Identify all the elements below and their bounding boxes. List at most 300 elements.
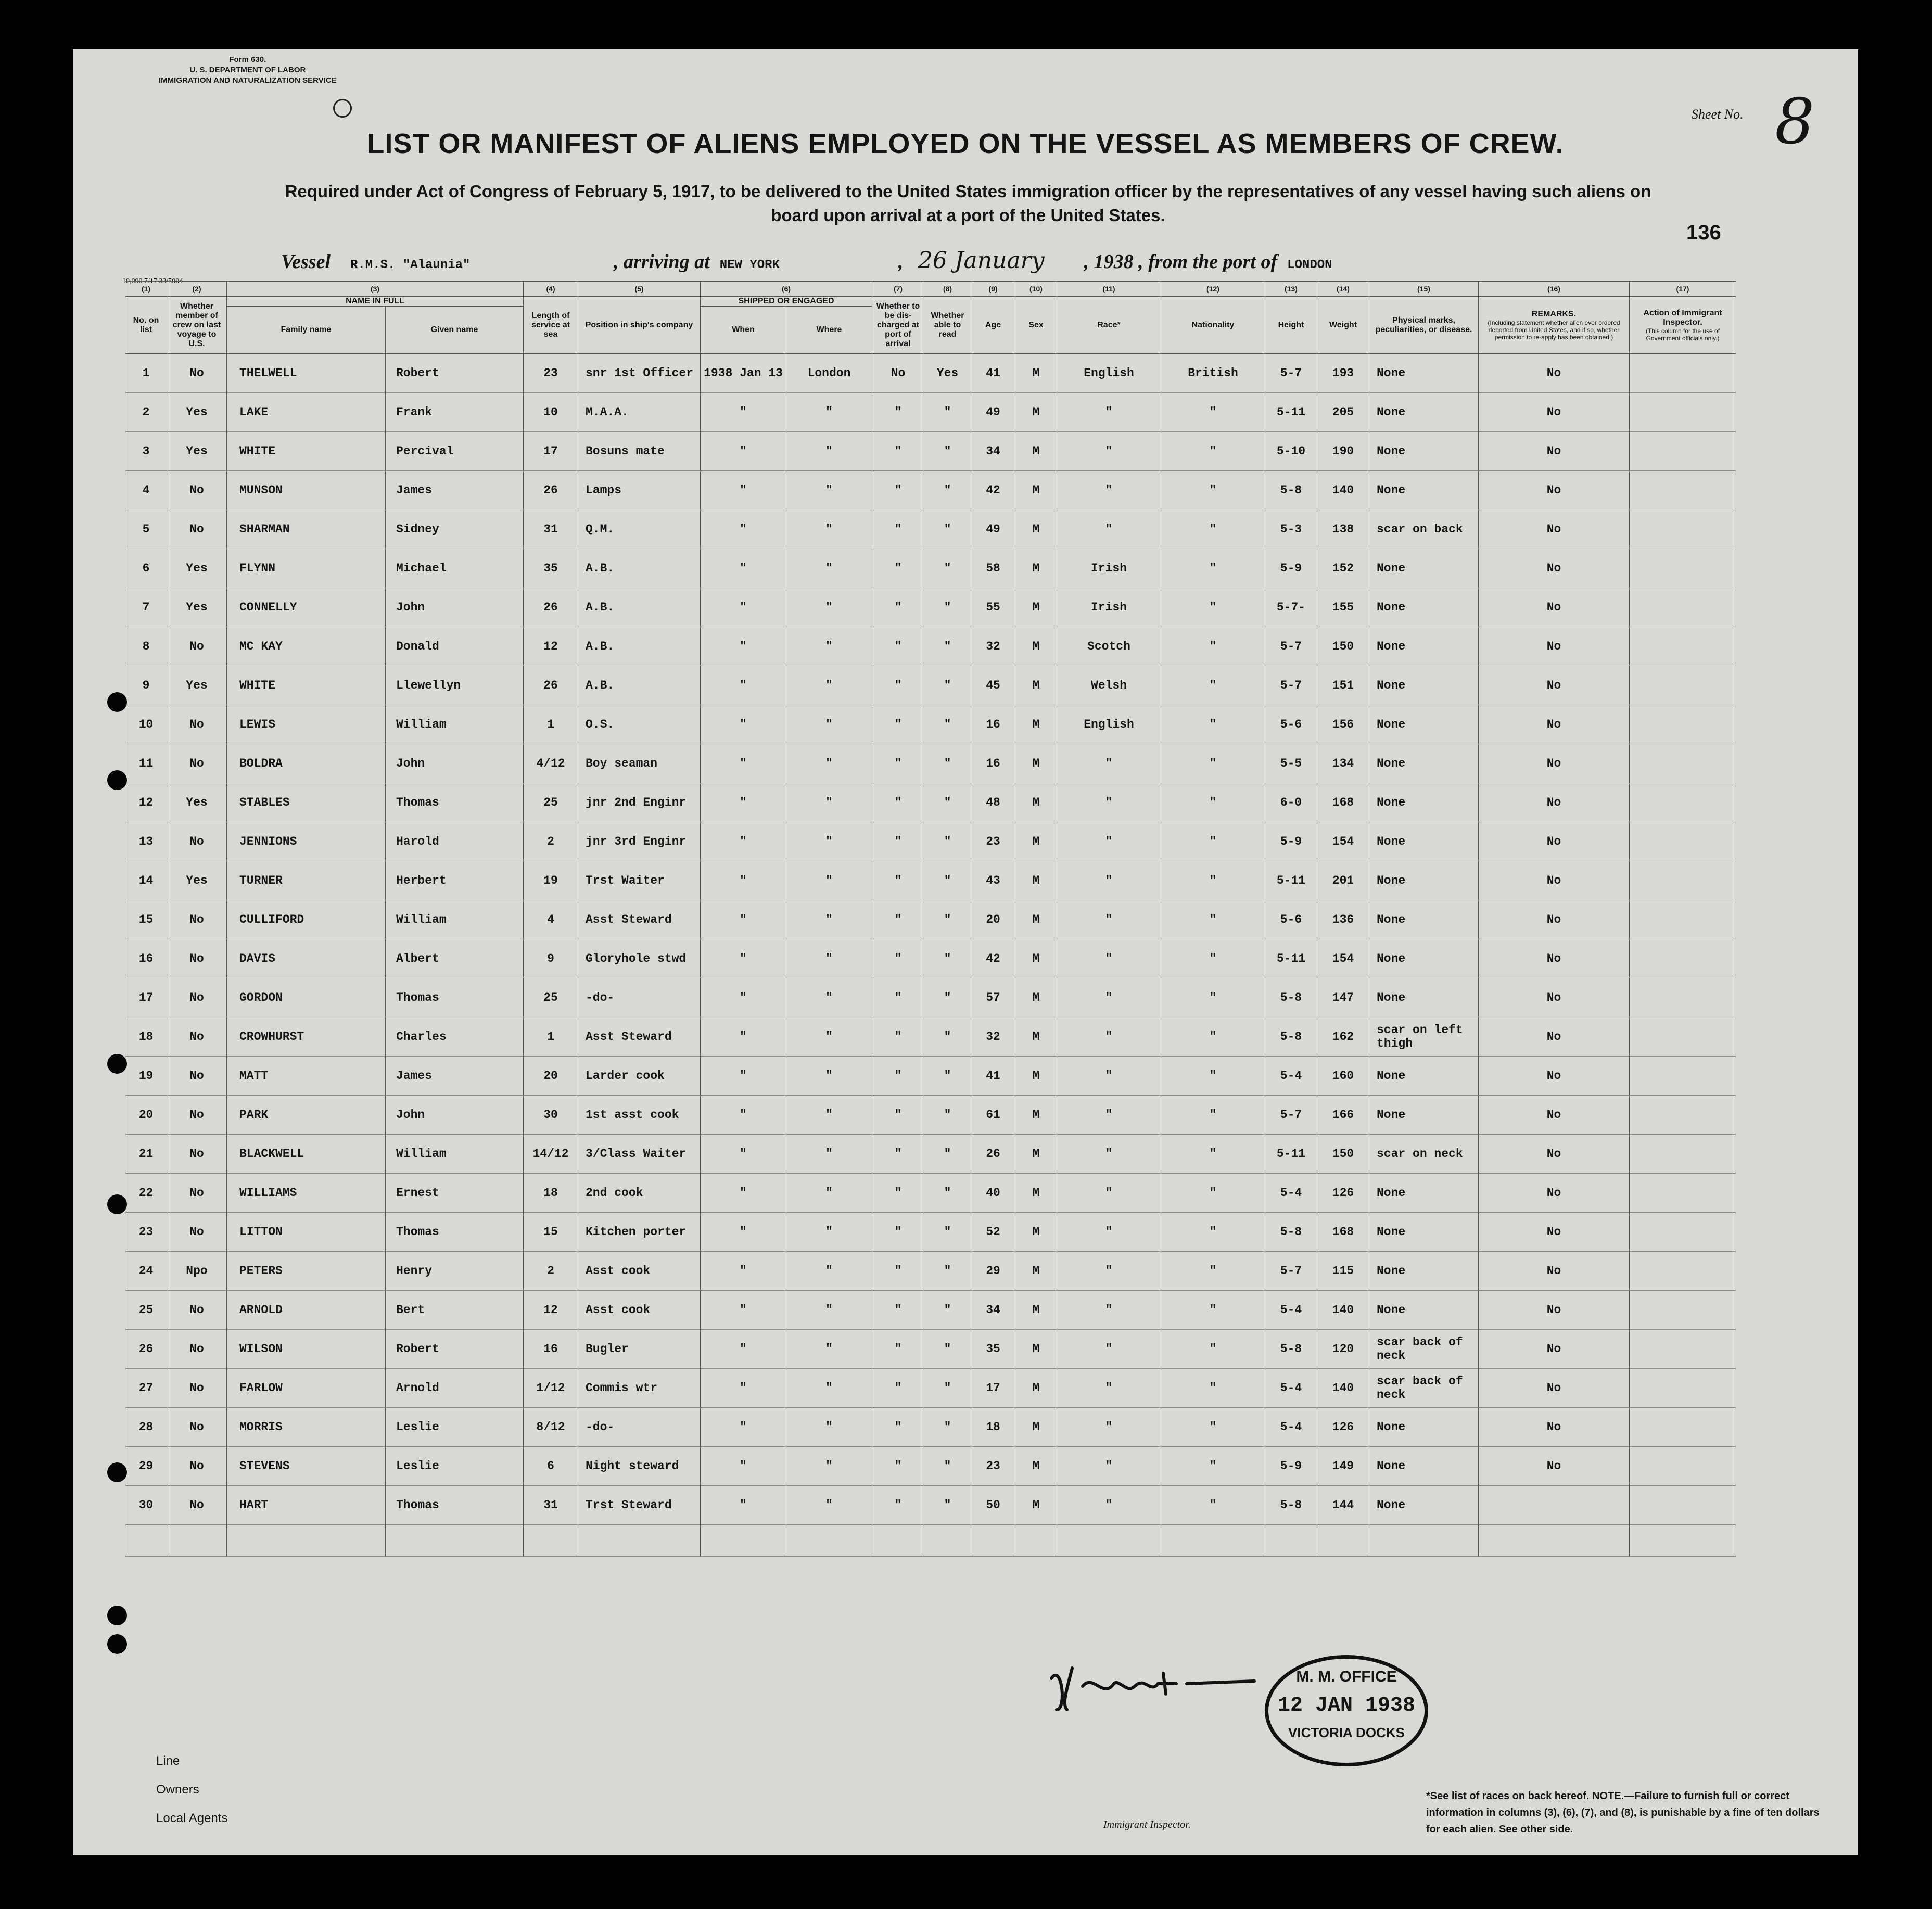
physical-marks-cell: None (1369, 588, 1479, 627)
height-cell: 5-7 (1265, 1096, 1317, 1135)
race-cell: Irish (1057, 588, 1161, 627)
sex-cell: M (1015, 471, 1057, 510)
race-cell: " (1057, 900, 1161, 939)
given-name-cell: Arnold (386, 1369, 524, 1408)
race-cell: " (1057, 1291, 1161, 1330)
physical-marks-cell: scar on neck (1369, 1135, 1479, 1174)
blank-cell (971, 1525, 1015, 1557)
able-to-read-cell: " (924, 1213, 971, 1252)
discharged-cell: " (872, 861, 924, 900)
height-cell: 5-8 (1265, 978, 1317, 1017)
from-label: , from the port of (1138, 251, 1278, 273)
row-number: 12 (125, 783, 167, 822)
inspector-action-cell (1630, 900, 1736, 939)
prior-member-cell: No (167, 1408, 227, 1447)
able-to-read-cell: " (924, 471, 971, 510)
race-cell: English (1057, 705, 1161, 744)
physical-marks-cell: None (1369, 432, 1479, 471)
length-service-cell: 19 (524, 861, 578, 900)
shipped-when-cell: " (701, 1213, 786, 1252)
height-cell: 5-9 (1265, 1447, 1317, 1486)
length-service-cell: 1 (524, 705, 578, 744)
given-name-cell: Charles (386, 1017, 524, 1057)
shipped-when-cell: " (701, 1057, 786, 1096)
binder-hole (107, 1606, 127, 1625)
arriving-port: NEW YORK (719, 258, 780, 272)
position-cell: Larder cook (578, 1057, 701, 1096)
prior-member-cell: Yes (167, 666, 227, 705)
shipped-where-cell: " (786, 432, 872, 471)
age-cell: 49 (971, 393, 1015, 432)
inspector-action-cell (1630, 978, 1736, 1017)
remarks-cell: No (1479, 1291, 1630, 1330)
position-cell: A.B. (578, 627, 701, 666)
shipped-where-cell: " (786, 1096, 872, 1135)
age-cell: 29 (971, 1252, 1015, 1291)
family-name-cell: FARLOW (227, 1369, 386, 1408)
shipped-when-cell: " (701, 1330, 786, 1369)
discharged-cell: " (872, 1486, 924, 1525)
arriving-label: , arriving at (613, 251, 710, 273)
race-cell: Welsh (1057, 666, 1161, 705)
age-cell: 23 (971, 1447, 1015, 1486)
manifest-sheet (73, 49, 1858, 1855)
shipped-when-cell: " (701, 939, 786, 978)
blank-cell (386, 1525, 524, 1557)
given-name-cell: Thomas (386, 1213, 524, 1252)
physical-marks-cell: None (1369, 900, 1479, 939)
shipped-where-cell: " (786, 1017, 872, 1057)
row-number: 22 (125, 1174, 167, 1213)
sex-cell: M (1015, 939, 1057, 978)
race-cell: " (1057, 1330, 1161, 1369)
sex-cell: M (1015, 783, 1057, 822)
form-identifier (159, 55, 337, 86)
position-cell: -do- (578, 1408, 701, 1447)
blank-cell (524, 1525, 578, 1557)
length-service-cell: 2 (524, 822, 578, 861)
family-name-cell: WHITE (227, 666, 386, 705)
position-cell: 2nd cook (578, 1174, 701, 1213)
height-cell: 5-7- (1265, 588, 1317, 627)
blank-cell (1015, 1525, 1057, 1557)
shipped-when-cell: " (701, 666, 786, 705)
row-number: 25 (125, 1291, 167, 1330)
column-number-row (125, 282, 1736, 297)
physical-marks-cell: None (1369, 978, 1479, 1017)
weight-cell: 205 (1317, 393, 1369, 432)
nationality-cell: " (1161, 1057, 1265, 1096)
race-cell: " (1057, 783, 1161, 822)
age-cell: 23 (971, 822, 1015, 861)
col-number: (12) (1161, 282, 1265, 297)
circle-mark-icon (333, 99, 352, 118)
weight-cell: 152 (1317, 549, 1369, 588)
discharged-cell: " (872, 1057, 924, 1096)
age-cell: 17 (971, 1369, 1015, 1408)
manifest-header (73, 49, 1858, 285)
binder-hole (107, 770, 127, 790)
stamp-office: M. M. OFFICE (1296, 1668, 1397, 1685)
position-cell: Bugler (578, 1330, 701, 1369)
race-cell: " (1057, 1135, 1161, 1174)
race-cell: " (1057, 1486, 1161, 1525)
remarks-cell: No (1479, 861, 1630, 900)
height-cell: 5-7 (1265, 666, 1317, 705)
length-service-cell: 25 (524, 783, 578, 822)
prior-member-cell: No (167, 471, 227, 510)
race-cell: " (1057, 939, 1161, 978)
able-to-read-cell: " (924, 861, 971, 900)
prior-member-cell: No (167, 822, 227, 861)
length-service-cell: 8/12 (524, 1408, 578, 1447)
header-no-on-list: No. on list (125, 297, 167, 354)
family-name-cell: TURNER (227, 861, 386, 900)
given-name-cell: Frank (386, 393, 524, 432)
inspector-action-cell (1630, 627, 1736, 666)
shipped-when-cell: " (701, 744, 786, 783)
given-name-cell: Thomas (386, 783, 524, 822)
prior-member-cell: No (167, 978, 227, 1017)
discharged-cell: " (872, 900, 924, 939)
weight-cell: 149 (1317, 1447, 1369, 1486)
row-number: 10 (125, 705, 167, 744)
weight-cell: 162 (1317, 1017, 1369, 1057)
table-row (125, 1330, 1736, 1369)
departure-port: LONDON (1287, 258, 1332, 272)
inspector-label: Immigrant Inspector. (1103, 1819, 1191, 1830)
given-name-cell: James (386, 1057, 524, 1096)
col-number: (7) (872, 282, 924, 297)
prior-member-cell: No (167, 354, 227, 393)
inspector-action-cell (1630, 822, 1736, 861)
family-name-cell: STABLES (227, 783, 386, 822)
family-name-cell: BLACKWELL (227, 1135, 386, 1174)
able-to-read-cell: " (924, 1017, 971, 1057)
binder-hole (107, 1634, 127, 1654)
shipped-where-cell: " (786, 393, 872, 432)
header-remarks-note: (Including statement whether alien ever ordered deported from United States, and if so, whether permission to re-apply has been obtained.) (1488, 319, 1620, 341)
family-name-cell: FLYNN (227, 549, 386, 588)
prior-member-cell: Yes (167, 549, 227, 588)
shipped-where-cell: London (786, 354, 872, 393)
row-number: 26 (125, 1330, 167, 1369)
table-row (125, 1252, 1736, 1291)
physical-marks-cell: None (1369, 1174, 1479, 1213)
given-name-cell: Herbert (386, 861, 524, 900)
shipped-where-cell: " (786, 1330, 872, 1369)
prior-member-cell: No (167, 627, 227, 666)
age-cell: 42 (971, 939, 1015, 978)
col-number: (1) (125, 282, 167, 297)
height-cell: 5-10 (1265, 432, 1317, 471)
arrival-year: , 1938 (1084, 251, 1134, 273)
row-number: 5 (125, 510, 167, 549)
weight-cell: 160 (1317, 1057, 1369, 1096)
sex-cell: M (1015, 744, 1057, 783)
sex-cell: M (1015, 1057, 1057, 1096)
race-cell: " (1057, 1174, 1161, 1213)
discharged-cell: " (872, 1252, 924, 1291)
weight-cell: 168 (1317, 1213, 1369, 1252)
blank-cell (1265, 1525, 1317, 1557)
family-name-cell: HART (227, 1486, 386, 1525)
age-cell: 34 (971, 432, 1015, 471)
age-cell: 40 (971, 1174, 1015, 1213)
weight-cell: 201 (1317, 861, 1369, 900)
able-to-read-cell: " (924, 939, 971, 978)
row-number: 13 (125, 822, 167, 861)
physical-marks-cell: None (1369, 1057, 1479, 1096)
age-cell: 43 (971, 861, 1015, 900)
blank-cell (1161, 1525, 1265, 1557)
race-cell: English (1057, 354, 1161, 393)
inspector-action-cell (1630, 1486, 1736, 1525)
shipped-where-cell: " (786, 783, 872, 822)
header-length-service: Length of service at sea (524, 297, 578, 354)
nationality-cell: " (1161, 744, 1265, 783)
shipped-when-cell: " (701, 393, 786, 432)
height-cell: 5-8 (1265, 1213, 1317, 1252)
table-row (125, 1174, 1736, 1213)
remarks-cell: No (1479, 549, 1630, 588)
shipped-when-cell: " (701, 861, 786, 900)
physical-marks-cell: None (1369, 1252, 1479, 1291)
race-cell: " (1057, 1057, 1161, 1096)
remarks-cell: No (1479, 822, 1630, 861)
physical-marks-cell: scar back of neck (1369, 1330, 1479, 1369)
row-number: 19 (125, 1057, 167, 1096)
shipped-when-cell: " (701, 627, 786, 666)
inspector-action-cell (1630, 666, 1736, 705)
age-cell: 50 (971, 1486, 1015, 1525)
position-cell: O.S. (578, 705, 701, 744)
nationality-cell: " (1161, 627, 1265, 666)
shipped-where-cell: " (786, 471, 872, 510)
able-to-read-cell: " (924, 1096, 971, 1135)
remarks-cell (1479, 1486, 1630, 1525)
length-service-cell: 4/12 (524, 744, 578, 783)
remarks-cell: No (1479, 1174, 1630, 1213)
weight-cell: 154 (1317, 939, 1369, 978)
col-number: (14) (1317, 282, 1369, 297)
family-name-cell: BOLDRA (227, 744, 386, 783)
position-cell: snr 1st Officer (578, 354, 701, 393)
discharged-cell: " (872, 1213, 924, 1252)
age-cell: 42 (971, 471, 1015, 510)
arrival-date: 26 January (918, 247, 1045, 274)
table-row (125, 588, 1736, 627)
prior-member-cell: Yes (167, 861, 227, 900)
given-name-cell: Harold (386, 822, 524, 861)
discharged-cell: " (872, 744, 924, 783)
family-name-cell: MORRIS (227, 1408, 386, 1447)
family-name-cell: PARK (227, 1096, 386, 1135)
row-number: 8 (125, 627, 167, 666)
family-name-cell: THELWELL (227, 354, 386, 393)
row-number: 30 (125, 1486, 167, 1525)
col-number: (6) (701, 282, 872, 297)
col-number: (16) (1479, 282, 1630, 297)
table-row (125, 822, 1736, 861)
sex-cell: M (1015, 1330, 1057, 1369)
position-cell: Trst Steward (578, 1486, 701, 1525)
weight-cell: 140 (1317, 471, 1369, 510)
prior-member-cell: No (167, 1291, 227, 1330)
sex-cell: M (1015, 1213, 1057, 1252)
shipped-when-cell: " (701, 978, 786, 1017)
age-cell: 20 (971, 900, 1015, 939)
sex-cell: M (1015, 705, 1057, 744)
length-service-cell: 14/12 (524, 1135, 578, 1174)
inspector-action-cell (1630, 354, 1736, 393)
col-number: (10) (1015, 282, 1057, 297)
prior-member-cell: No (167, 1096, 227, 1135)
header-age: Age (971, 297, 1015, 354)
nationality-cell: " (1161, 1213, 1265, 1252)
header-row-top (125, 297, 1736, 307)
age-cell: 45 (971, 666, 1015, 705)
able-to-read-cell: " (924, 1408, 971, 1447)
family-name-cell: GORDON (227, 978, 386, 1017)
shipped-where-cell: " (786, 822, 872, 861)
able-to-read-cell: " (924, 549, 971, 588)
length-service-cell: 2 (524, 1252, 578, 1291)
age-cell: 48 (971, 783, 1015, 822)
given-name-cell: John (386, 744, 524, 783)
blank-cell (786, 1525, 872, 1557)
prior-member-cell: Yes (167, 393, 227, 432)
position-cell: Asst cook (578, 1252, 701, 1291)
able-to-read-cell: " (924, 588, 971, 627)
physical-marks-cell: None (1369, 666, 1479, 705)
able-to-read-cell: " (924, 1486, 971, 1525)
table-row (125, 1369, 1736, 1408)
position-cell: Q.M. (578, 510, 701, 549)
discharged-cell: " (872, 432, 924, 471)
weight-cell: 147 (1317, 978, 1369, 1017)
weight-cell: 150 (1317, 1135, 1369, 1174)
able-to-read-cell: " (924, 666, 971, 705)
physical-marks-cell: None (1369, 1096, 1479, 1135)
nationality-cell: " (1161, 861, 1265, 900)
height-cell: 5-11 (1265, 861, 1317, 900)
physical-marks-cell: scar on back (1369, 510, 1479, 549)
family-name-cell: PETERS (227, 1252, 386, 1291)
length-service-cell: 31 (524, 1486, 578, 1525)
able-to-read-cell: " (924, 822, 971, 861)
table-row (125, 471, 1736, 510)
sex-cell: M (1015, 900, 1057, 939)
height-cell: 5-7 (1265, 354, 1317, 393)
age-cell: 41 (971, 1057, 1015, 1096)
family-name-cell: MATT (227, 1057, 386, 1096)
row-number: 1 (125, 354, 167, 393)
prior-member-cell: Yes (167, 588, 227, 627)
physical-marks-cell: None (1369, 549, 1479, 588)
header-family-name: Family name (227, 307, 386, 354)
given-name-cell: Ernest (386, 1174, 524, 1213)
inspector-action-cell (1630, 1330, 1736, 1369)
header-shipped: SHIPPED OR ENGAGED (701, 297, 872, 307)
sex-cell: M (1015, 549, 1057, 588)
physical-marks-cell: None (1369, 1447, 1479, 1486)
height-cell: 5-9 (1265, 549, 1317, 588)
family-name-cell: WILLIAMS (227, 1174, 386, 1213)
able-to-read-cell: " (924, 1135, 971, 1174)
row-number: 4 (125, 471, 167, 510)
manifest-body (125, 354, 1736, 1557)
blank-cell (578, 1525, 701, 1557)
height-cell: 5-6 (1265, 900, 1317, 939)
table-row (125, 627, 1736, 666)
table-row (125, 510, 1736, 549)
header-remarks-title: REMARKS. (1531, 309, 1577, 319)
length-service-cell: 25 (524, 978, 578, 1017)
sex-cell: M (1015, 1174, 1057, 1213)
nationality-cell: " (1161, 1447, 1265, 1486)
able-to-read-cell: " (924, 1174, 971, 1213)
able-to-read-cell: " (924, 393, 971, 432)
shipped-when-cell: " (701, 900, 786, 939)
col-number: (15) (1369, 282, 1479, 297)
length-service-cell: 16 (524, 1330, 578, 1369)
nationality-cell: " (1161, 1252, 1265, 1291)
length-service-cell: 23 (524, 354, 578, 393)
race-cell: Irish (1057, 549, 1161, 588)
table-row (125, 900, 1736, 939)
blank-cell (924, 1525, 971, 1557)
row-number: 16 (125, 939, 167, 978)
physical-marks-cell: None (1369, 1408, 1479, 1447)
physical-marks-cell: None (1369, 393, 1479, 432)
header-sex: Sex (1015, 297, 1057, 354)
col-number: (13) (1265, 282, 1317, 297)
discharged-cell: " (872, 588, 924, 627)
inspector-signature (1036, 1658, 1270, 1715)
remarks-cell: No (1479, 1447, 1630, 1486)
length-service-cell: 12 (524, 1291, 578, 1330)
shipped-where-cell: " (786, 1291, 872, 1330)
shipped-where-cell: " (786, 744, 872, 783)
table-row (125, 1291, 1736, 1330)
weight-cell: 151 (1317, 666, 1369, 705)
table-row (125, 1447, 1736, 1486)
given-name-cell: Michael (386, 549, 524, 588)
length-service-cell: 35 (524, 549, 578, 588)
family-name-cell: CONNELLY (227, 588, 386, 627)
page-title: LIST OR MANIFEST OF ALIENS EMPLOYED ON THE VESSEL AS MEMBERS OF CREW. (367, 128, 1564, 159)
blank-cell (1369, 1525, 1479, 1557)
age-cell: 26 (971, 1135, 1015, 1174)
shipped-when-cell: " (701, 1369, 786, 1408)
length-service-cell: 10 (524, 393, 578, 432)
table-row (125, 666, 1736, 705)
height-cell: 5-8 (1265, 1486, 1317, 1525)
given-name-cell: Leslie (386, 1408, 524, 1447)
header-remarks (1479, 297, 1630, 354)
shipped-when-cell: " (701, 1291, 786, 1330)
shipped-where-cell: " (786, 978, 872, 1017)
shipped-when-cell: " (701, 1486, 786, 1525)
remarks-cell: No (1479, 666, 1630, 705)
age-cell: 18 (971, 1408, 1015, 1447)
position-cell: 3/Class Waiter (578, 1135, 701, 1174)
table-row (125, 1408, 1736, 1447)
length-service-cell: 4 (524, 900, 578, 939)
weight-cell: 138 (1317, 510, 1369, 549)
position-cell: Gloryhole stwd (578, 939, 701, 978)
